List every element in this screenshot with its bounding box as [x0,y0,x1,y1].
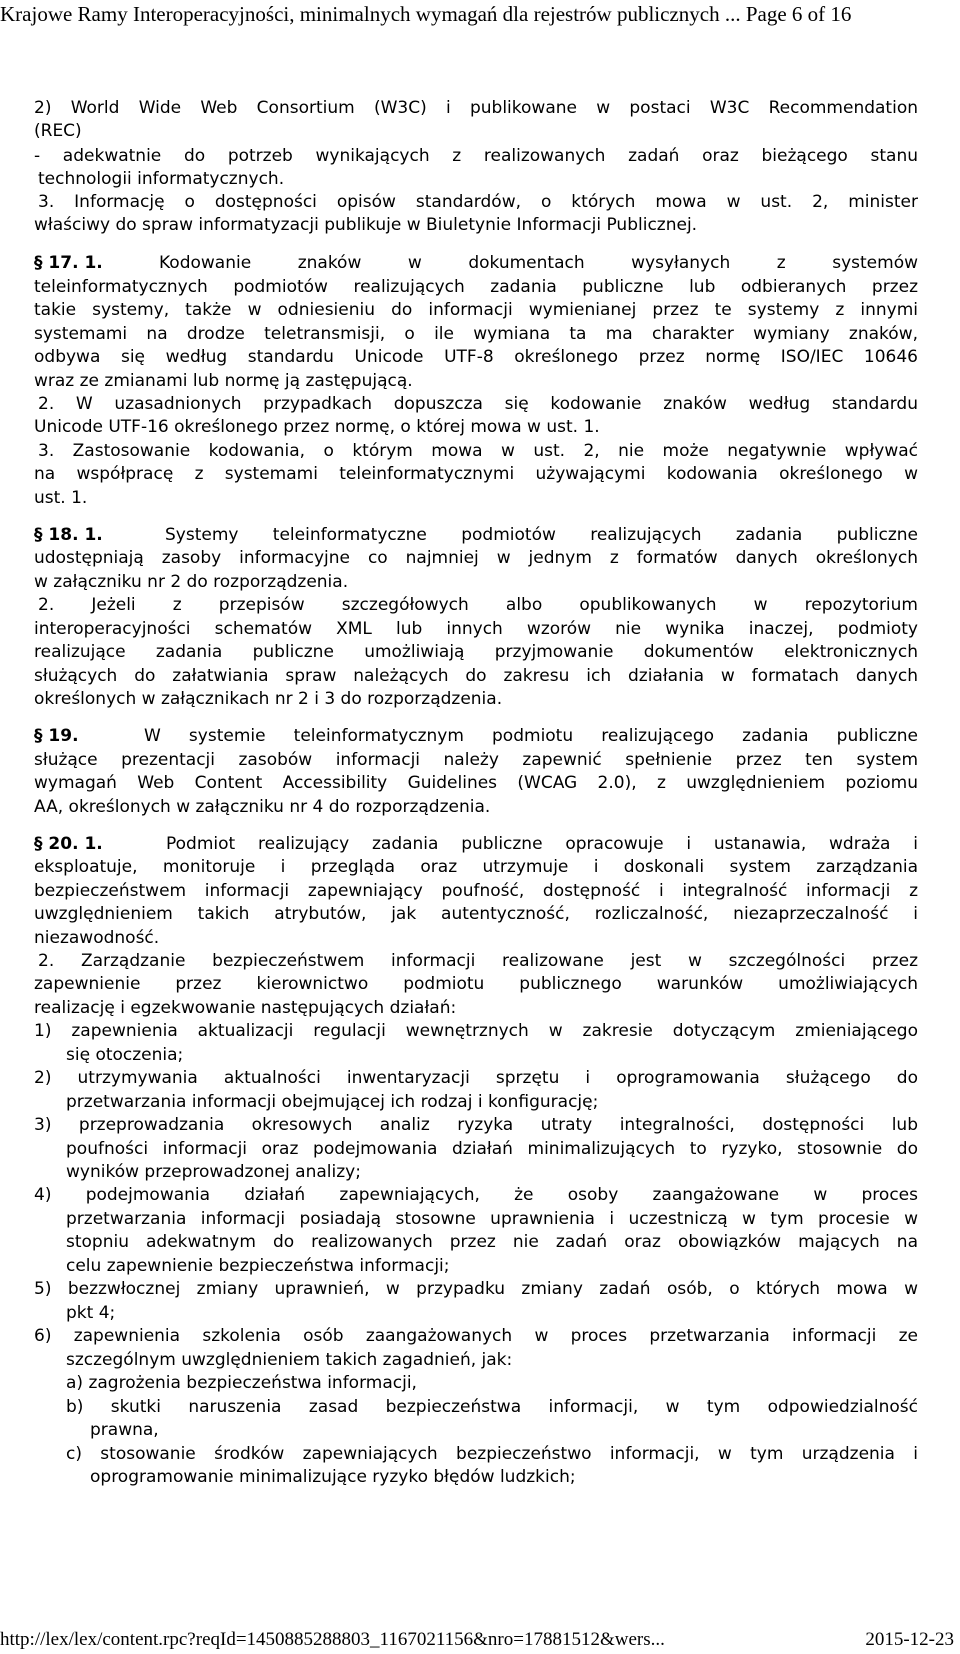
text-line: określonych w załącznikach nr 2 i 3 do rozporządzenia. [34,689,503,709]
text-line: Podmiot realizujący zadania publiczne opracowuje i ustanawia, wdraża i [166,834,918,854]
text-line: w załączniku nr 2 do rozporządzenia. [34,572,349,592]
text-line: AA, określonych w załączniku nr 4 do rozporządzenia. [34,797,491,817]
text-line: W systemie teleinformatycznym podmiotu realizującego zadania publiczne [144,726,918,746]
page-footer [0,1627,960,1653]
section-19-label: § 19. [34,726,79,746]
text-line: 2. Zarządzanie bezpieczeństwem informacji realizowane jest w szczególności przez [38,951,918,971]
list-item: 6) zapewnienia szkolenia osób zaangażowanych w proces przetwarzania informacji ze [34,1326,918,1346]
list-item: a) zagrożenia bezpieczeństwa informacji, [66,1373,417,1393]
text-line: ust. 1. [34,488,88,508]
list-item: 3) przeprowadzania okresowych analiz ryzyka utraty integralności, dostępności lub [34,1115,918,1135]
text-line: uwzględnieniem takich atrybutów, jak autentyczność, rozliczalność, niezaprzeczalność i [34,904,918,924]
text-line: służące prezentacji zasobów informacji należy zapewnić spełnienie przez ten system [34,750,918,770]
text-line: poufności informacji oraz podejmowania działań minimalizujących to ryzyko, stosownie do [66,1139,918,1159]
text-line: przetwarzania informacji posiadają stosowne uprawnienia i uczestniczą w tym procesie w [66,1209,918,1229]
text-line: się otoczenia; [66,1045,184,1065]
section-18-label: § 18. 1. [34,525,103,545]
footer-date: 2015-12-23 [865,1629,954,1650]
text-line: zapewnienie przez kierownictwo podmiotu publicznego warunków umożliwiających [34,974,918,994]
text-line: - adekwatnie do potrzeb wynikających z realizowanych zadań oraz bieżącego stanu [34,146,918,166]
text-line: oprogramowanie minimalizujące ryzyko błędów ludzkich; [90,1467,576,1487]
section-17-label: § 17. 1. [34,253,103,273]
text-line: realizujące zadania publiczne umożliwiają przyjmowanie dokumentów elektronicznych [34,642,918,662]
text-line: Unicode UTF-16 określonego przez normę, o której mowa w ust. 1. [34,417,600,437]
text-line: celu zapewnienie bezpieczeństwa informacji; [66,1256,450,1276]
text-line: teleinformatycznych podmiotów realizujących zadania publiczne lub odbieranych przez [34,277,918,297]
text-line: 2) World Wide Web Consortium (W3C) i publikowane w postaci W3C Recommendation [34,98,918,118]
text-line: realizację i egzekwowanie następujących działań: [34,998,457,1018]
text-line: bezpieczeństwem informacji zapewniający poufność, dostępność i integralność informacji z [34,881,918,901]
list-item: 5) bezzwłocznej zmiany uprawnień, w przypadku zmiany zadań osób, o których mowa w [34,1279,918,1299]
text-line: niezawodność. [34,928,160,948]
list-item: 1) zapewnienia aktualizacji regulacji wewnętrznych w zakresie dotyczącym zmieniającego [34,1021,918,1041]
text-line: (REC) [34,121,82,141]
list-item: c) stosowanie środków zapewniających bezpieczeństwo informacji, w tym urządzenia i [66,1444,918,1464]
text-line: szczególnym uwzględnieniem takich zagadnień, jak: [66,1350,513,1370]
text-line: udostępniają zasoby informacyjne co najmniej w jednym z formatów danych określonych [34,548,918,568]
text-line: wraz ze zmianami lub normę ją zastępującą. [34,371,413,391]
text-line: technologii informatycznych. [38,169,285,189]
list-item: b) skutki naruszenia zasad bezpieczeństwa informacji, w tym odpowiedzialność [66,1397,918,1417]
text-line: wyników przeprowadzonej analizy; [66,1162,361,1182]
text-line: na współpracę z systemami teleinformatycznymi używającymi kodowania określonego w [34,464,918,484]
page-header: Krajowe Ramy Interoperacyjności, minimalnych wymagań dla rejestrów publicznych ... Page 6 of 16 [0,2,852,26]
list-item: 2) utrzymywania aktualności inwentaryzacji sprzętu i oprogramowania służącego do [34,1068,918,1088]
text-line: odbywa się według standardu Unicode UTF-8 określonego przez normę ISO/IEC 10646 [34,347,918,367]
text-line: Kodowanie znaków w dokumentach wysyłanych z systemów [159,253,918,273]
text-line: eksploatuje, monitoruje i przegląda oraz utrzymuje i doskonali system zarządzania [34,857,918,877]
text-line: właściwy do spraw informatyzacji publikuje w Biuletynie Informacji Publicznej. [34,215,698,235]
text-line: takie systemy, także w odniesieniu do informacji wymienianej przez te systemy z innymi [34,300,918,320]
text-line: interoperacyjności schematów XML lub innych wzorów nie wynika inaczej, podmioty [34,619,918,639]
text-line: 2. Jeżeli z przepisów szczegółowych albo opublikowanych w repozytorium [38,595,918,615]
text-line: służących do załatwiania spraw należących do zakresu ich działania w formatach danych [34,666,918,686]
text-line: 2. W uzasadnionych przypadkach dopuszcza się kodowanie znaków według standardu [38,394,918,414]
list-item: 4) podejmowania działań zapewniających, że osoby zaangażowane w proces [34,1185,918,1205]
text-line: pkt 4; [66,1303,116,1323]
text-line: prawna, [90,1420,159,1440]
text-line: systemami na drodze teletransmisji, o ile wymiana ta ma charakter wymiany znaków, [34,324,918,344]
text-line: wymagań Web Content Accessibility Guidelines (WCAG 2.0), z uwzględnieniem poziomu [34,773,918,793]
text-line: 3. Informację o dostępności opisów standardów, o których mowa w ust. 2, minister [38,192,918,212]
text-line: Systemy teleinformatyczne podmiotów realizujących zadania publiczne [165,525,918,545]
text-line: 3. Zastosowanie kodowania, o którym mowa w ust. 2, nie może negatywnie wpływać [38,441,918,461]
text-line: stopniu adekwatnym do realizowanych przez nie zadań oraz obowiązków mających na [66,1232,918,1252]
footer-url: http://lex/lex/content.rpc?reqId=1450885288803_1167021156&nro=17881512&wers... [0,1629,665,1650]
text-line: przetwarzania informacji obejmującej ich rodzaj i konfigurację; [66,1092,599,1112]
section-20-label: § 20. 1. [34,834,103,854]
